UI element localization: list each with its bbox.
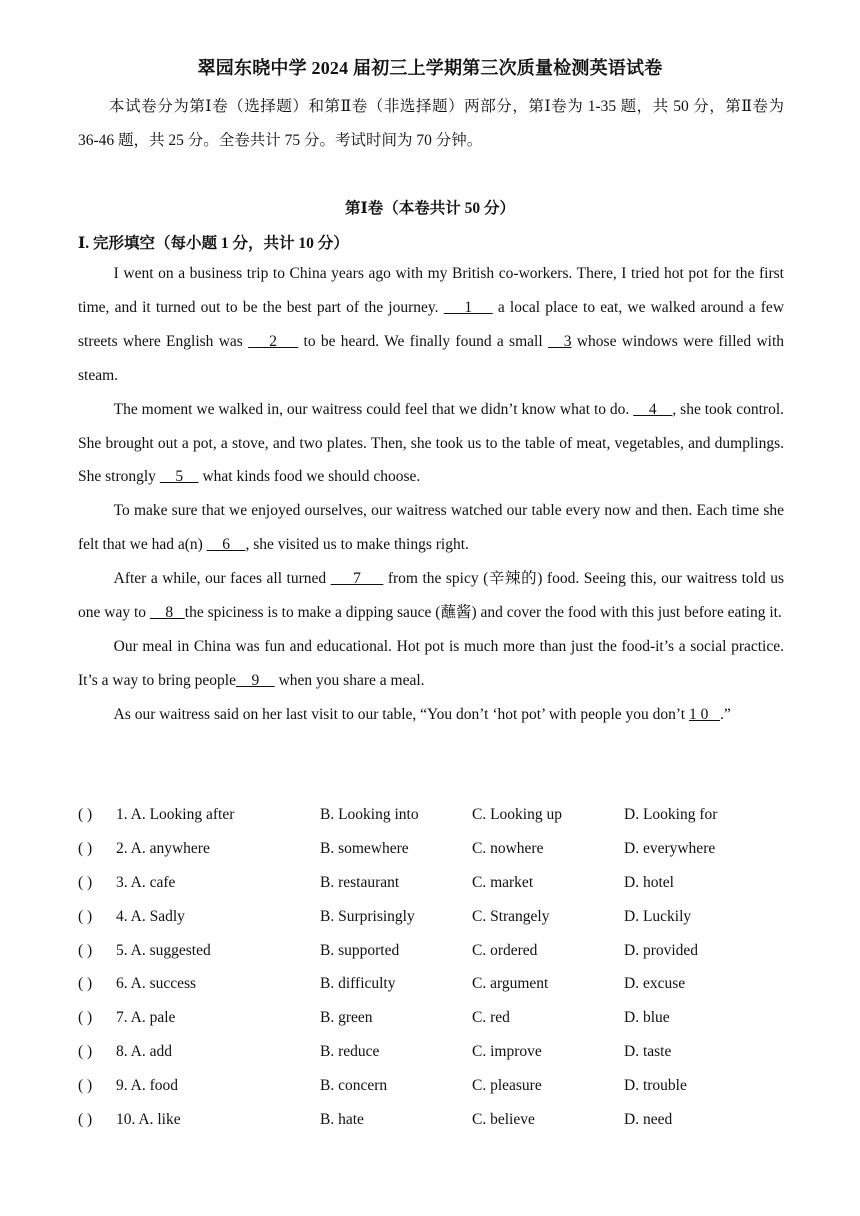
option-a: 6. A. success — [116, 975, 197, 993]
option-c: C. nowhere — [472, 839, 544, 857]
exam-intro — [78, 90, 784, 158]
option-a: 9. A. food — [116, 1077, 178, 1095]
passage-text: whose windows were filled with steam. — [78, 332, 784, 384]
option-b: B. green — [320, 1009, 373, 1027]
option-b: B. reduce — [320, 1043, 380, 1061]
passage-text: when you share a meal. — [274, 671, 425, 689]
question-row — [78, 866, 798, 900]
option-d: D. need — [624, 1111, 673, 1129]
blank-6: 6 — [206, 536, 246, 554]
answer-bracket[interactable]: ( ) — [78, 1043, 93, 1061]
passage-text: , she took control. She brought out a pot, a stove, and two plates. Then, she took us to the table of meat, vegetables, and dumplings. She strongly — [78, 400, 784, 486]
option-b: B. difficulty — [320, 975, 396, 993]
option-b: B. restaurant — [320, 873, 400, 891]
question-row — [78, 1035, 798, 1069]
option-a: 2. A. anywhere — [116, 839, 210, 857]
passage-paragraph — [78, 630, 784, 698]
intro-text: 本试卷分为第Ⅰ卷（选择题）和第Ⅱ卷（非选择题）两部分，第Ⅰ卷为 1-35 题，共 50 分，第Ⅱ卷为 36-46 题，共 25 分。全卷共计 75 分。考试时间为 70 分钟。 — [78, 98, 784, 149]
question-row — [78, 832, 798, 866]
option-c: C. Looking up — [472, 806, 562, 823]
blank-10: 1 0 — [688, 705, 720, 723]
option-b: B. hate — [320, 1111, 364, 1129]
passage-paragraph — [78, 257, 784, 393]
option-c: C. ordered — [472, 941, 538, 959]
blank-7: 7 — [330, 570, 384, 588]
option-d: D. trouble — [624, 1077, 687, 1095]
answer-bracket[interactable]: ( ) — [78, 907, 93, 925]
option-a: 7. A. pale — [116, 1009, 176, 1027]
option-c: C. pleasure — [472, 1077, 542, 1095]
blank-1: 1 — [443, 298, 493, 316]
option-a: 5. A. suggested — [116, 941, 211, 959]
passage-text: After a while, our faces all turned — [113, 570, 331, 588]
option-d: D. Luckily — [624, 907, 692, 925]
option-a: 3. A. cafe — [116, 873, 176, 891]
passage-text: .” — [719, 705, 731, 723]
question-row — [78, 798, 798, 832]
section1-title: Ⅰ. 完形填空（每小题 1 分，共计 10 分） — [78, 235, 349, 252]
option-c: C. Strangely — [472, 907, 550, 925]
option-c: C. red — [472, 1009, 510, 1027]
answer-bracket[interactable]: ( ) — [78, 975, 93, 993]
option-c: C. improve — [472, 1043, 542, 1061]
blank-9: 9 — [235, 671, 275, 689]
option-d: D. hotel — [624, 873, 674, 891]
passage-text: As our waitress said on her last visit to our table, “You don’t ‘hot pot’ with people you don’t — [113, 705, 689, 723]
answer-bracket[interactable]: ( ) — [78, 1077, 93, 1095]
answer-bracket[interactable]: ( ) — [78, 1111, 93, 1129]
option-d: D. provided — [624, 941, 699, 959]
blank-5: 5 — [159, 468, 199, 486]
option-c: C. market — [472, 873, 534, 891]
answer-bracket[interactable]: ( ) — [78, 873, 93, 891]
question-row — [78, 1069, 798, 1103]
question-row — [78, 900, 798, 934]
option-d: D. everywhere — [624, 839, 716, 857]
option-b: B. Surprisingly — [320, 907, 415, 925]
answer-bracket[interactable]: ( ) — [78, 1009, 93, 1027]
passage-paragraph — [78, 698, 784, 732]
question-options — [78, 798, 798, 1137]
exam-title: 翠园东晓中学 2024 届初三上学期第三次质量检测英语试卷 — [197, 58, 663, 78]
option-d: D. Looking for — [624, 806, 718, 823]
option-b: B. somewhere — [320, 839, 409, 857]
option-c: C. believe — [472, 1111, 535, 1129]
option-d: D. excuse — [624, 975, 686, 993]
part1-title: 第Ⅰ卷（本卷共计 50 分） — [344, 200, 515, 217]
question-row — [78, 967, 798, 1001]
option-d: D. blue — [624, 1009, 670, 1027]
option-b: B. concern — [320, 1077, 388, 1095]
blank-2: 2 — [248, 332, 299, 350]
option-a: 4. A. Sadly — [116, 907, 185, 925]
answer-bracket[interactable]: ( ) — [78, 941, 93, 959]
passage-text: from the spicy (辛辣的) food. Seeing this, our waitress told us one way to — [78, 570, 785, 622]
option-d: D. taste — [624, 1043, 672, 1061]
option-b: B. supported — [320, 941, 400, 959]
passage-text: to be heard. We finally found a small — [298, 332, 548, 350]
passage-text: the spiciness is to make a dipping sauce (蘸酱) and cover the food with this just before eating it. — [184, 604, 782, 622]
passage-text: Our meal in China was fun and educational. Hot pot is much more than just the food-it’s a social practice. It’s a way to bring people — [78, 637, 784, 689]
blank-4: 4 — [633, 400, 673, 418]
passage-paragraph — [78, 494, 784, 562]
passage-paragraph — [78, 562, 784, 630]
cloze-passage — [78, 257, 784, 732]
option-b: B. Looking into — [320, 806, 419, 823]
blank-8: 8 — [149, 604, 185, 622]
question-row — [78, 934, 798, 968]
passage-paragraph — [78, 393, 784, 495]
option-a: 8. A. add — [116, 1043, 172, 1061]
option-c: C. argument — [472, 975, 549, 993]
question-row — [78, 1001, 798, 1035]
passage-text: I went on a business trip to China years ago with my British co-workers. There, I tried hot pot for the first time, and it turned out to be the best part of the journey. — [78, 265, 784, 316]
passage-text: a local place to eat, we walked around a few streets where English was — [78, 298, 785, 350]
option-a: 10. A. like — [116, 1111, 181, 1129]
blank-3: 3 — [547, 332, 572, 350]
passage-text: To make sure that we enjoyed ourselves, our waitress watched our table every now and then. Each time she felt that we had a(n) — [78, 502, 784, 554]
passage-text: what kinds food we should choose. — [198, 468, 421, 486]
passage-text: , she visited us to make things right. — [245, 536, 469, 554]
answer-bracket[interactable]: ( ) — [78, 806, 93, 823]
question-row — [78, 1103, 798, 1137]
option-a: 1. A. Looking after — [116, 806, 235, 823]
passage-text: The moment we walked in, our waitress could feel that we didn’t know what to do. — [113, 400, 634, 418]
answer-bracket[interactable]: ( ) — [78, 839, 93, 857]
